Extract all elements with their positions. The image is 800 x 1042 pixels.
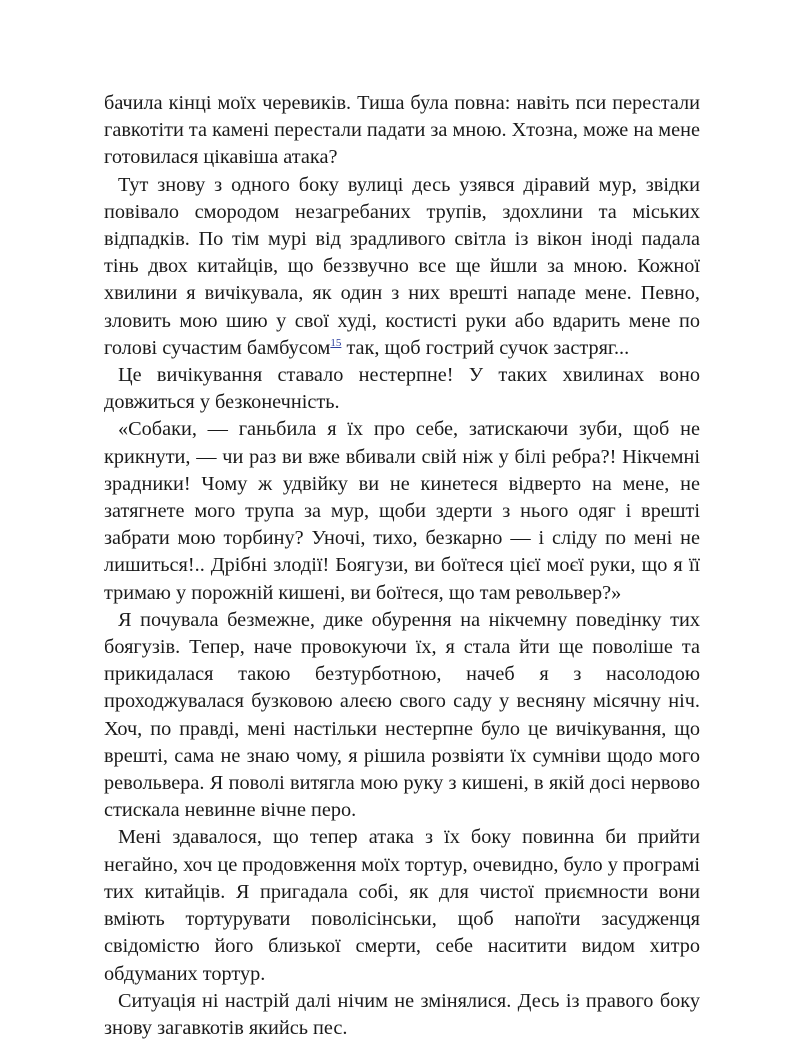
paragraph-1: бачила кінці моїх черевиків. Тиша була повна: навіть пси перестали гавкотіти та камені перестали падати за мною. Хтозна, може на мене готовилася цікавіша атака?: [104, 92, 700, 169]
paragraph-7: Ситуація ні настрій далі нічим не змінялися. Десь із правого боку знову загавкотів якийсь пес.: [104, 989, 700, 1039]
paragraph-3: Це вичікування ставало нестерпне! У таких хвилинах воно довжиться у безконечність.: [104, 364, 700, 414]
paragraph-5: Я почувала безмежне, дике обурення на нікчемну поведінку тих боягузів. Тепер, наче провокуючи їх, я стала йти ще поволіше та прикидалася такою безтурботною, начеб я з насолодою проходжувалася бузковою алеєю свого саду у весняну місячну ніч. Хоч, по правді, мені настільки нестерпне було це вичікування, що врешті, сама не знаю чому, я рішила розвіяти їх сумніви щодо мого револьвера. Я поволі витягла мою руку з кишені, в якій досі нервово стискала невинне вічне перо.: [104, 608, 700, 822]
paragraph-2: [104, 172, 700, 362]
book-page: [104, 90, 700, 1042]
footnote-link[interactable]: 15: [330, 337, 342, 350]
paragraph-2-text: Тут знову з одного боку вулиці десь узявся діравий мур, звідки повівало смородом незагребаних трупів, здохлини та міських відпадків. По тім мурі від зрадливого світла із вікон іноді падала тінь двох китайців, що беззвучно все ще йшли за мною. Кожної хвилини я вичікувала, як один з них врешті нападе мене. Певно, зловить мою шию у свої худі, костисті руки або вдарить мене по голові сучастим бамбусом: [104, 173, 700, 359]
paragraph-2-text-end: так, щоб гострий сучок застряг...: [341, 336, 630, 359]
paragraph-6: Мені здавалося, що тепер атака з їх боку повинна би прийти негайно, хоч це продовження моїх тортур, очевидно, було у програмі тих китайців. Я пригадала собі, як для чистої приємности вони вміють тортурувати поволісінськи, щоб напоїти засудженця свідомістю його близької смерти, себе наситити видом хитро обдуманих тортур.: [104, 826, 700, 985]
paragraph-4: «Собаки, — ганьбила я їх про себе, затискаючи зуби, щоб не крикнути, — чи раз ви вже вбивали свій ніж у білі ребра?! Нікчемні зрадники! Чому ж удвійку ви не кинетеся відверто на мене, не затягнете мого трупа за мур, щоби здерти з нього одяг і врешті забрати мою торбину? Уночі, тихо, безкарно — і сліду по мені не лишиться!.. Дрібні злодії! Боягузи, ви боїтеся цієї моєї руки, що я її тримаю у порожній кишені, ви боїтеся, що там револьвер?»: [104, 418, 700, 604]
